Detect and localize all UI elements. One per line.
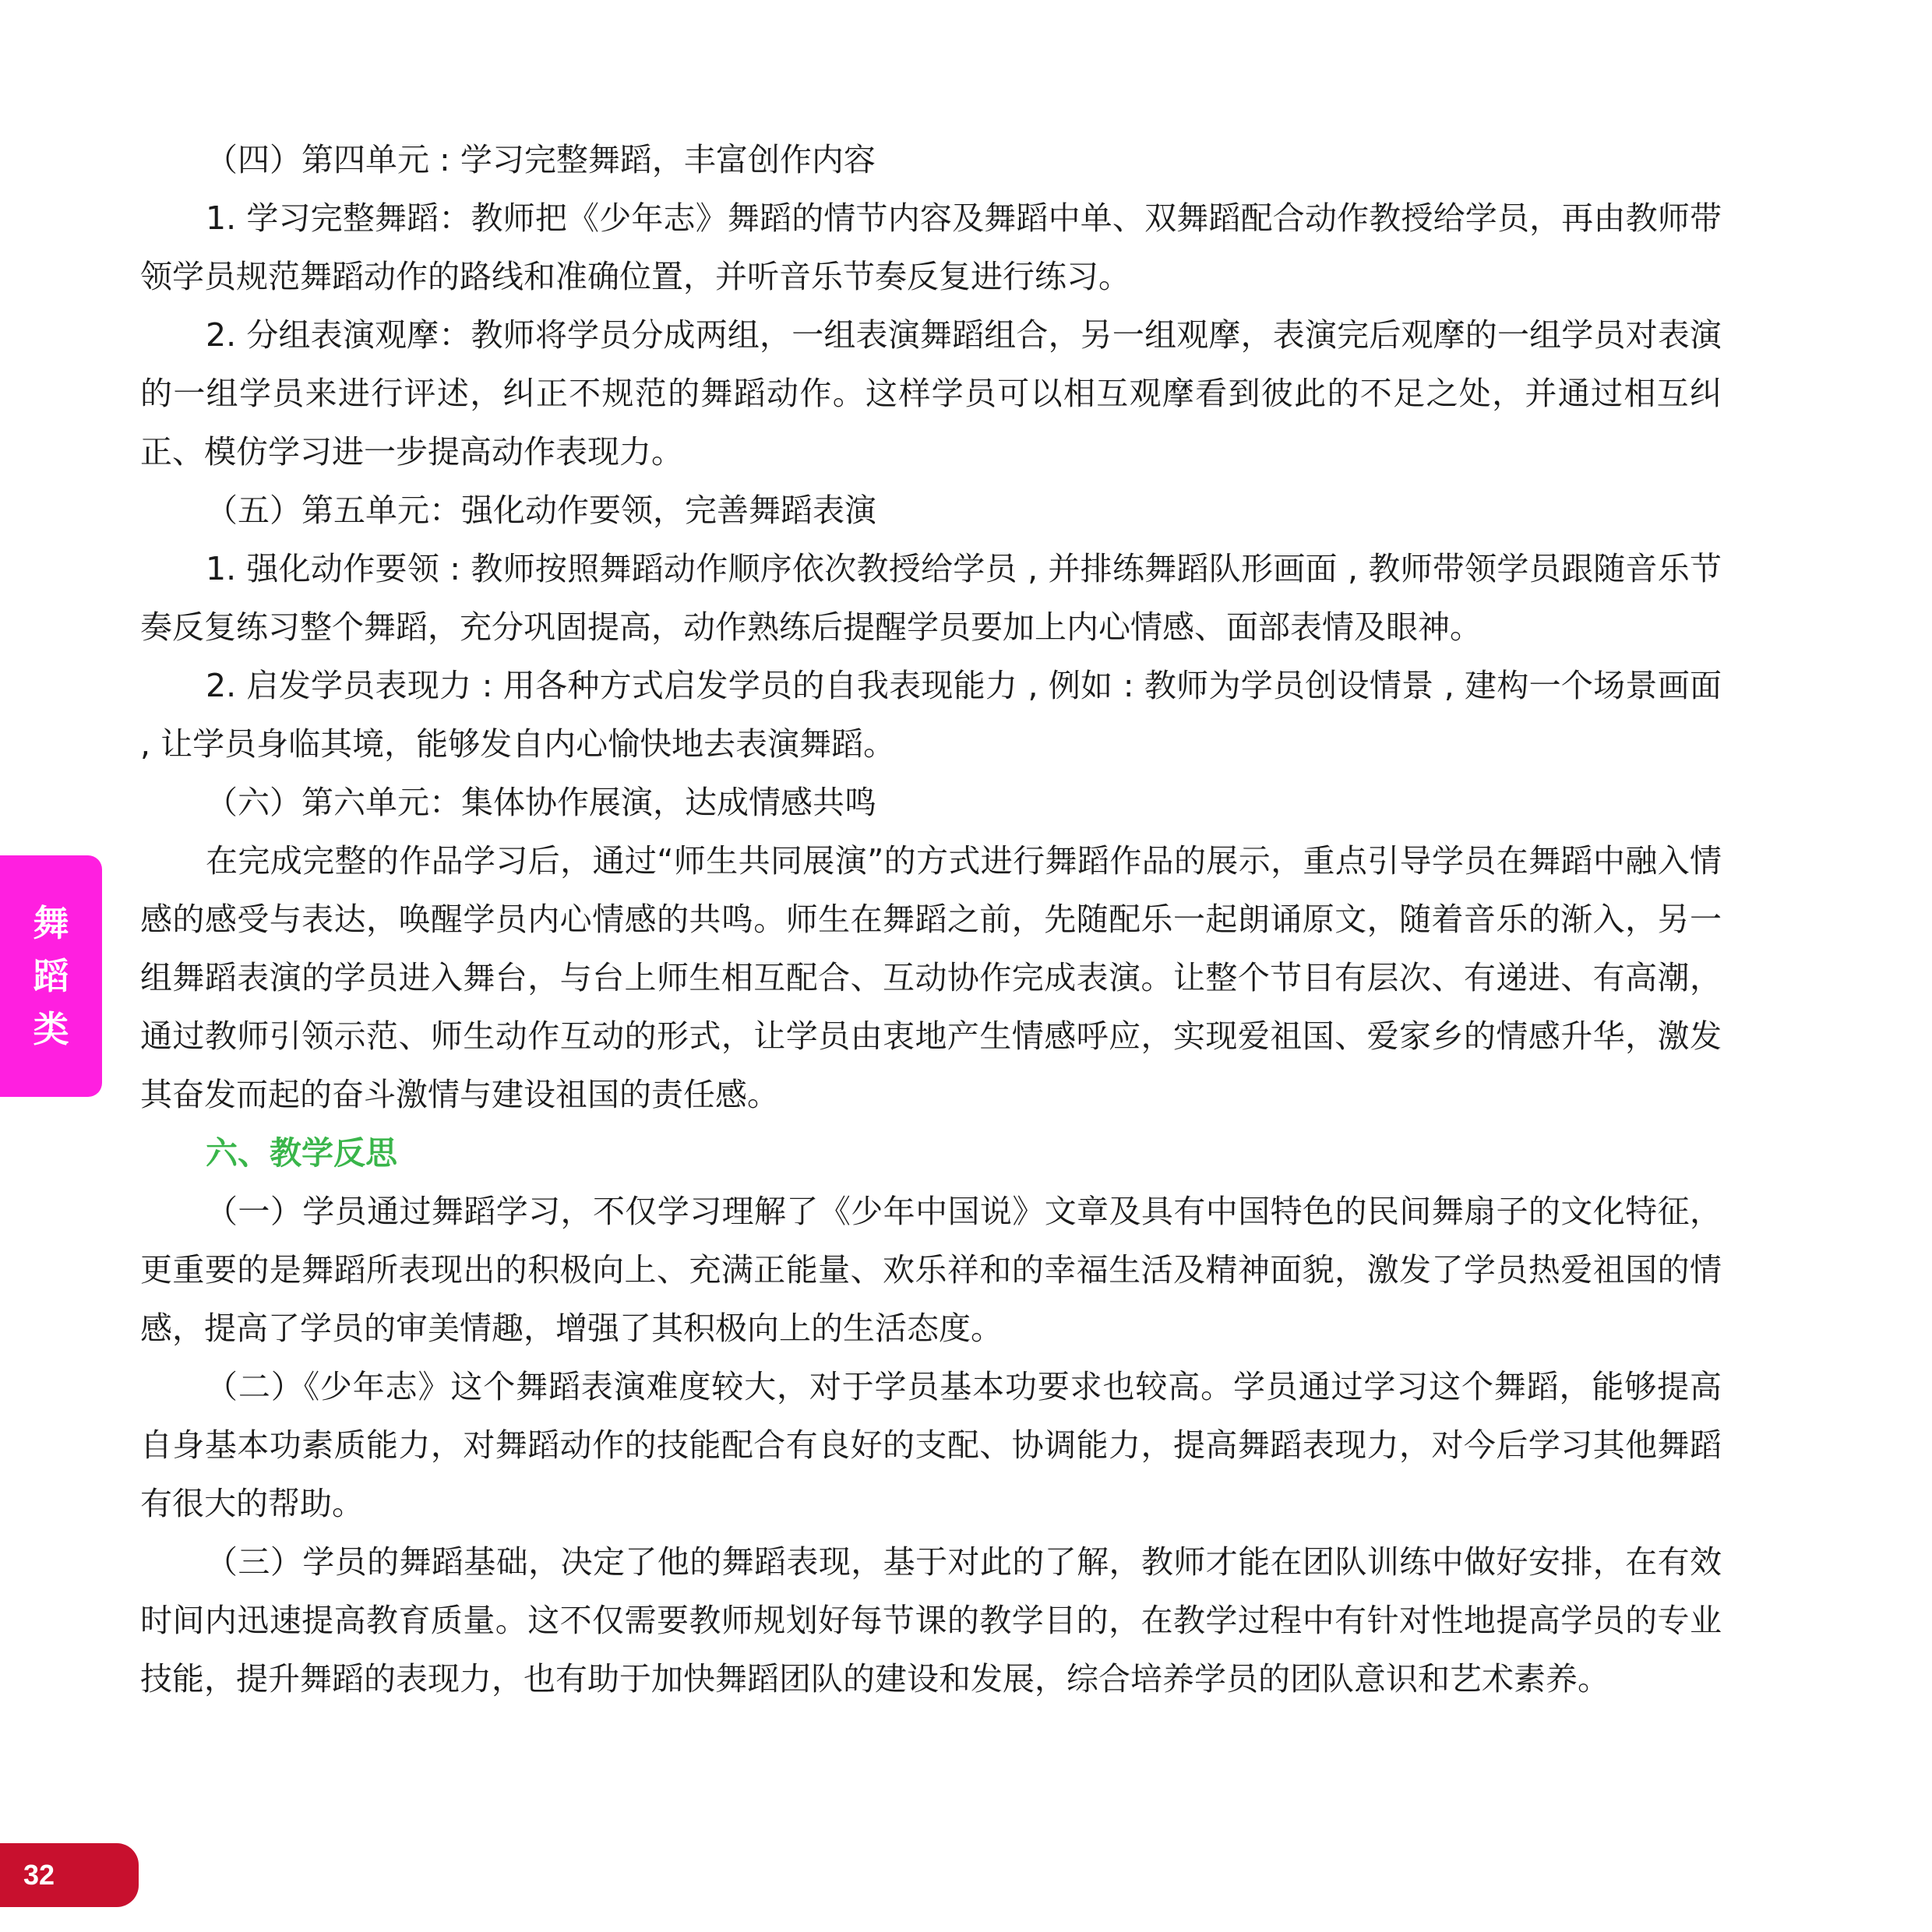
unit4-item2-paragraph: 2. 分组表演观摩：教师将学员分成两组，一组表演舞蹈组合，另一组观摩，表演完后观摩的一组学员对表演的一组学员来进行评述，纠正不规范的舞蹈动作。这样学员可以相互观摩看到彼此的不足之处，并通过相互纠正、模仿学习进一步提高动作表现力。: [140, 316, 1722, 471]
category-char: 蹈: [33, 955, 69, 997]
unit5-subheading: （五）第五单元：强化动作要领，完善舞蹈表演: [206, 492, 876, 529]
unit5-item1-paragraph: 1. 强化动作要领 : 教师按照舞蹈动作顺序依次教授给学员 , 并排练舞蹈队形画面 , 教师带领学员跟随音乐节奏反复练习整个舞蹈，充分巩固提高，动作熟练后提醒学员要加上内心情感、面部表情及眼神。: [140, 550, 1722, 646]
reflection-2-paragraph: （二）《少年志》这个舞蹈表演难度较大，对于学员基本功要求也较高。学员通过学习这个舞蹈，能够提高自身基本功素质能力，对舞蹈动作的技能配合有良好的支配、协调能力，提高舞蹈表现力，对今后学习其他舞蹈有很大的帮助。: [140, 1368, 1722, 1522]
reflection-3-paragraph: （三）学员的舞蹈基础，决定了他的舞蹈表现，基于对此的了解，教师才能在团队训练中做好安排，在有效时间内迅速提高教育质量。这不仅需要教师规划好每节课的教学目的，在教学过程中有针对性地提高学员的专业技能，提升舞蹈的表现力，也有助于加快舞蹈团队的建设和发展，综合培养学员的团队意识和艺术素养。: [140, 1543, 1722, 1698]
unit6-subheading: （六）第六单元：集体协作展演，达成情感共鸣: [206, 784, 876, 821]
unit4-item1-paragraph: 1. 学习完整舞蹈：教师把《少年志》舞蹈的情节内容及舞蹈中单、双舞蹈配合动作教授给学员，再由教师带领学员规范舞蹈动作的路线和准确位置，并听音乐节奏反复进行练习。: [140, 199, 1722, 295]
unit6-paragraph: 在完成完整的作品学习后，通过“师生共同展演”的方式进行舞蹈作品的展示，重点引导学员在舞蹈中融入情感的感受与表达，唤醒学员内心情感的共鸣。师生在舞蹈之前，先随配乐一起朗诵原文，随着音乐的渐入，另一组舞蹈表演的学员进入舞台，与台上师生相互配合、互动协作完成表演。让整个节目有层次、有递进、有高潮，通过教师引领示范、师生动作互动的形式，让学员由衷地产生情感呼应，实现爱祖国、爱家乡的情感升华，激发其奋发而起的奋斗激情与建设祖国的责任感。: [140, 842, 1722, 1113]
page-number-badge: [0, 1843, 139, 1907]
category-char: 类: [33, 1008, 69, 1050]
page-number: 32: [23, 1859, 55, 1891]
unit4-subheading: （四）第四单元 : 学习完整舞蹈，丰富创作内容: [206, 141, 876, 178]
reflection-1-paragraph: （一）学员通过舞蹈学习，不仅学习理解了《少年中国说》文章及具有中国特色的民间舞扇子的文化特征，更重要的是舞蹈所表现出的积极向上、充满正能量、欢乐祥和的幸福生活及精神面貌，激发了学员热爱祖国的情感，提高了学员的审美情趣，增强了其积极向上的生活态度。: [140, 1193, 1722, 1347]
category-char: 舞: [33, 902, 69, 944]
section-heading-reflection: 六、教学反思: [206, 1134, 397, 1172]
unit5-item2-paragraph: 2. 启发学员表现力 : 用各种方式启发学员的自我表现能力 , 例如 : 教师为学员创设情景 , 建构一个场景画面 , 让学员身临其境，能够发自内心愉快地去表演舞蹈。: [140, 667, 1722, 763]
category-side-tab: [0, 855, 102, 1097]
page-body: [140, 131, 1722, 1708]
